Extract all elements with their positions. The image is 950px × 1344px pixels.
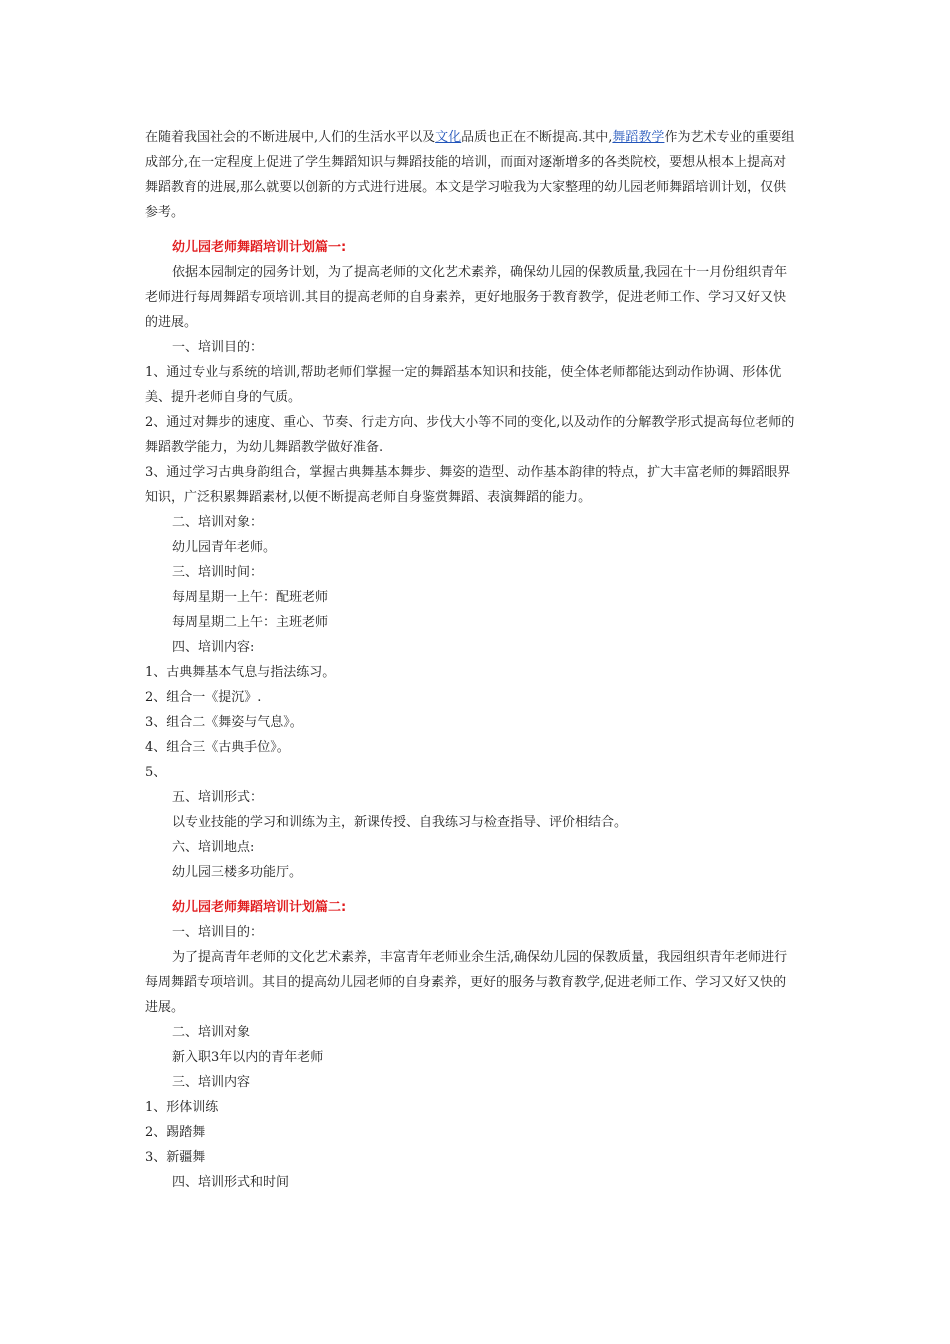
paragraph: 每周星期一上午：配班老师 [172, 590, 329, 605]
section-1-body [145, 260, 795, 885]
paragraph: 四、培训内容: [172, 640, 255, 655]
paragraph: 五、培训形式： [172, 790, 264, 805]
paragraph: 二、培训对象： [172, 515, 264, 530]
paragraph: 三、培训内容 [172, 1075, 251, 1090]
culture-link[interactable]: 文化 [435, 130, 462, 145]
paragraph: 4、组合三《古典手位》。 [145, 740, 290, 755]
paragraph: 2、通过对舞步的速度、重心、节奏、行走方向、步伐大小等不同的变化,以及动作的分解教学形式提高每位老师的舞蹈教学能力，为幼儿舞蹈教学做好准备. [145, 415, 795, 455]
section-2-body [145, 920, 795, 1195]
paragraph: 新入职3年以内的青年老师 [172, 1050, 324, 1065]
intro-paragraph [145, 125, 795, 225]
paragraph: 3、组合二《舞姿与气息》。 [145, 715, 303, 730]
paragraph: 1、古典舞基本气息与指法练习。 [145, 665, 336, 680]
paragraph: 2、组合一《提沉》. [145, 690, 262, 705]
section-1-title: 幼儿园老师舞蹈培训计划篇一: [172, 240, 347, 255]
paragraph: 3、通过学习古典身韵组合，掌握古典舞基本舞步、舞姿的造型、动作基本韵律的特点，扩大丰富老师的舞蹈眼界知识，广泛积累舞蹈素材,以便不断提高老师自身鉴赏舞蹈、表演舞蹈的能力。 [145, 465, 791, 505]
paragraph: 1、通过专业与系统的培训,帮助老师们掌握一定的舞蹈基本知识和技能，使全体老师都能达到动作协调、形体优美、提升老师自身的气质。 [145, 365, 782, 405]
intro-text-3: 作为艺术专业的重要组成部分,在一定程度上促进了学生舞蹈知识与舞蹈技能的培训，而面对逐渐增多的各类院校，要想从根本上提高对舞蹈教育的进展,那么就要以创新的方式进行进展。本文是学习啦我为大家整理的幼儿园老师舞蹈培训计划，仅供参考。 [145, 130, 795, 220]
paragraph: 一、培训目的： [172, 925, 264, 940]
paragraph: 幼儿园青年老师。 [172, 540, 277, 555]
document-body [145, 125, 795, 1195]
paragraph: 3、新疆舞 [145, 1150, 206, 1165]
paragraph: 依据本园制定的园务计划，为了提高老师的文化艺术素养，确保幼儿园的保教质量,我园在十一月份组织青年老师进行每周舞蹈专项培训.其目的提高老师的自身素养，更好地服务于教育教学，促进老师工作、学习又好又快的进展。 [145, 265, 788, 330]
dance-teaching-link[interactable]: 舞蹈教学 [612, 130, 665, 145]
paragraph: 三、培训时间： [172, 565, 264, 580]
paragraph: 为了提高青年老师的文化艺术素养，丰富青年老师业余生活,确保幼儿园的保教质量，我园组织青年老师进行每周舞蹈专项培训。其目的提高幼儿园老师的自身素养，更好的服务与教育教学,促进老师工作、学习又好又快的进展。 [145, 950, 788, 1015]
intro-text-1: 在随着我国社会的不断进展中,人们的生活水平以及 [145, 130, 436, 145]
paragraph: 每周星期二上午：主班老师 [172, 615, 329, 630]
paragraph: 二、培训对象 [172, 1025, 251, 1040]
paragraph: 1、形体训练 [145, 1100, 219, 1115]
paragraph: 一、培训目的： [172, 340, 264, 355]
intro-text-2: 品质也正在不断提高.其中, [461, 130, 613, 145]
paragraph: 5、 [145, 765, 167, 780]
paragraph: 幼儿园三楼多功能厅。 [172, 865, 303, 880]
paragraph: 以专业技能的学习和训练为主，新课传授、自我练习与检查指导、评价相结合。 [172, 815, 628, 830]
paragraph: 六、培训地点: [172, 840, 255, 855]
paragraph: 2、踢踏舞 [145, 1125, 206, 1140]
paragraph: 四、培训形式和时间 [172, 1175, 290, 1190]
section-2-title: 幼儿园老师舞蹈培训计划篇二: [172, 900, 347, 915]
